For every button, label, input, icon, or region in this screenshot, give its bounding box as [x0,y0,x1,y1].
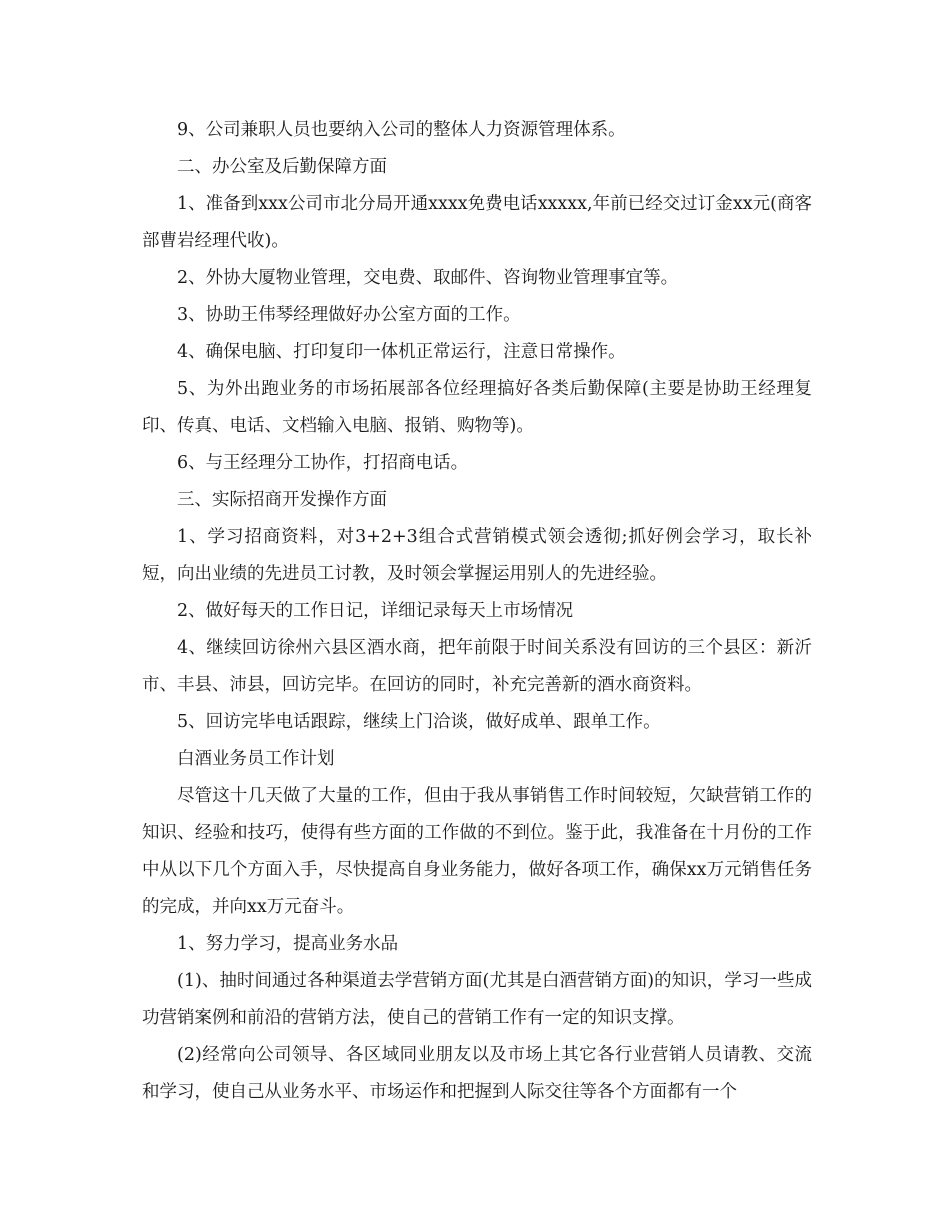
document-body [142,112,812,1111]
paragraph-3: 1、准备到xxx公司市北分局开通xxxx免费电话xxxxx,年前已经交过订金xx元(商客部曹岩经理代收)。 [142,194,812,251]
paragraph-13: 5、回访完毕电话跟踪，继续上门洽谈，做好成单、跟单工作。 [177,712,661,732]
paragraph-15: 尽管这十几天做了大量的工作，但由于我从事销售工作时间较短，欠缺营销工作的知识、经验和技巧，使得有些方面的工作做的不到位。鉴于此，我准备在十月份的工作中从以下几个方面入手，尽快提高自身业务能力，做好各项工作，确保xx万元销售任务的完成，并向xx万元奋斗。 [142,786,812,917]
paragraph-18: (2)经常向公司领导、各区域同业朋友以及市场上其它各行业营销人员请教、交流和学习，使自己从业务水平、市场运作和把握到人际交往等各个方面都有一个 [142,1045,812,1102]
paragraph-5: 3、协助王伟琴经理做好办公室方面的工作。 [177,305,521,325]
paragraph-10: 1、学习招商资料，对3+2+3组合式营销模式领会透彻;抓好例会学习，取长补短，向出业绩的先进员工讨教，及时领会掌握运用别人的先进经验。 [142,527,812,584]
paragraph-7: 5、为外出跑业务的市场拓展部各位经理搞好各类后勤保障(主要是协助王经理复印、传真、电话、文档输入电脑、报销、购物等)。 [142,379,812,436]
document-title: 白酒业务员工作计划 [177,749,335,769]
paragraph-17: (1)、抽时间通过各种渠道去学营销方面(尤其是白酒营销方面)的知识，学习一些成功营销案例和前沿的营销方法，使自己的营销工作有一定的知识支撑。 [142,971,812,1028]
paragraph-4: 2、外协大厦物业管理，交电费、取邮件、咨询物业管理事宜等。 [177,268,679,288]
section-heading-9: 三、实际招商开发操作方面 [177,490,387,510]
paragraph-1: 9、公司兼职人员也要纳入公司的整体人力资源管理体系。 [177,120,626,140]
paragraph-12: 4、继续回访徐州六县区酒水商，把年前限于时间关系没有回访的三个县区：新沂市、丰县、沛县，回访完毕。在回访的同时，补充完善新的酒水商资料。 [142,638,812,695]
paragraph-11: 2、做好每天的工作日记，详细记录每天上市场情况 [177,601,574,621]
section-heading-2: 二、办公室及后勤保障方面 [177,157,387,177]
paragraph-6: 4、确保电脑、打印复印一体机正常运行，注意日常操作。 [177,342,626,362]
paragraph-16: 1、努力学习，提高业务水品 [177,934,399,954]
paragraph-8: 6、与王经理分工协作，打招商电话。 [177,453,469,473]
